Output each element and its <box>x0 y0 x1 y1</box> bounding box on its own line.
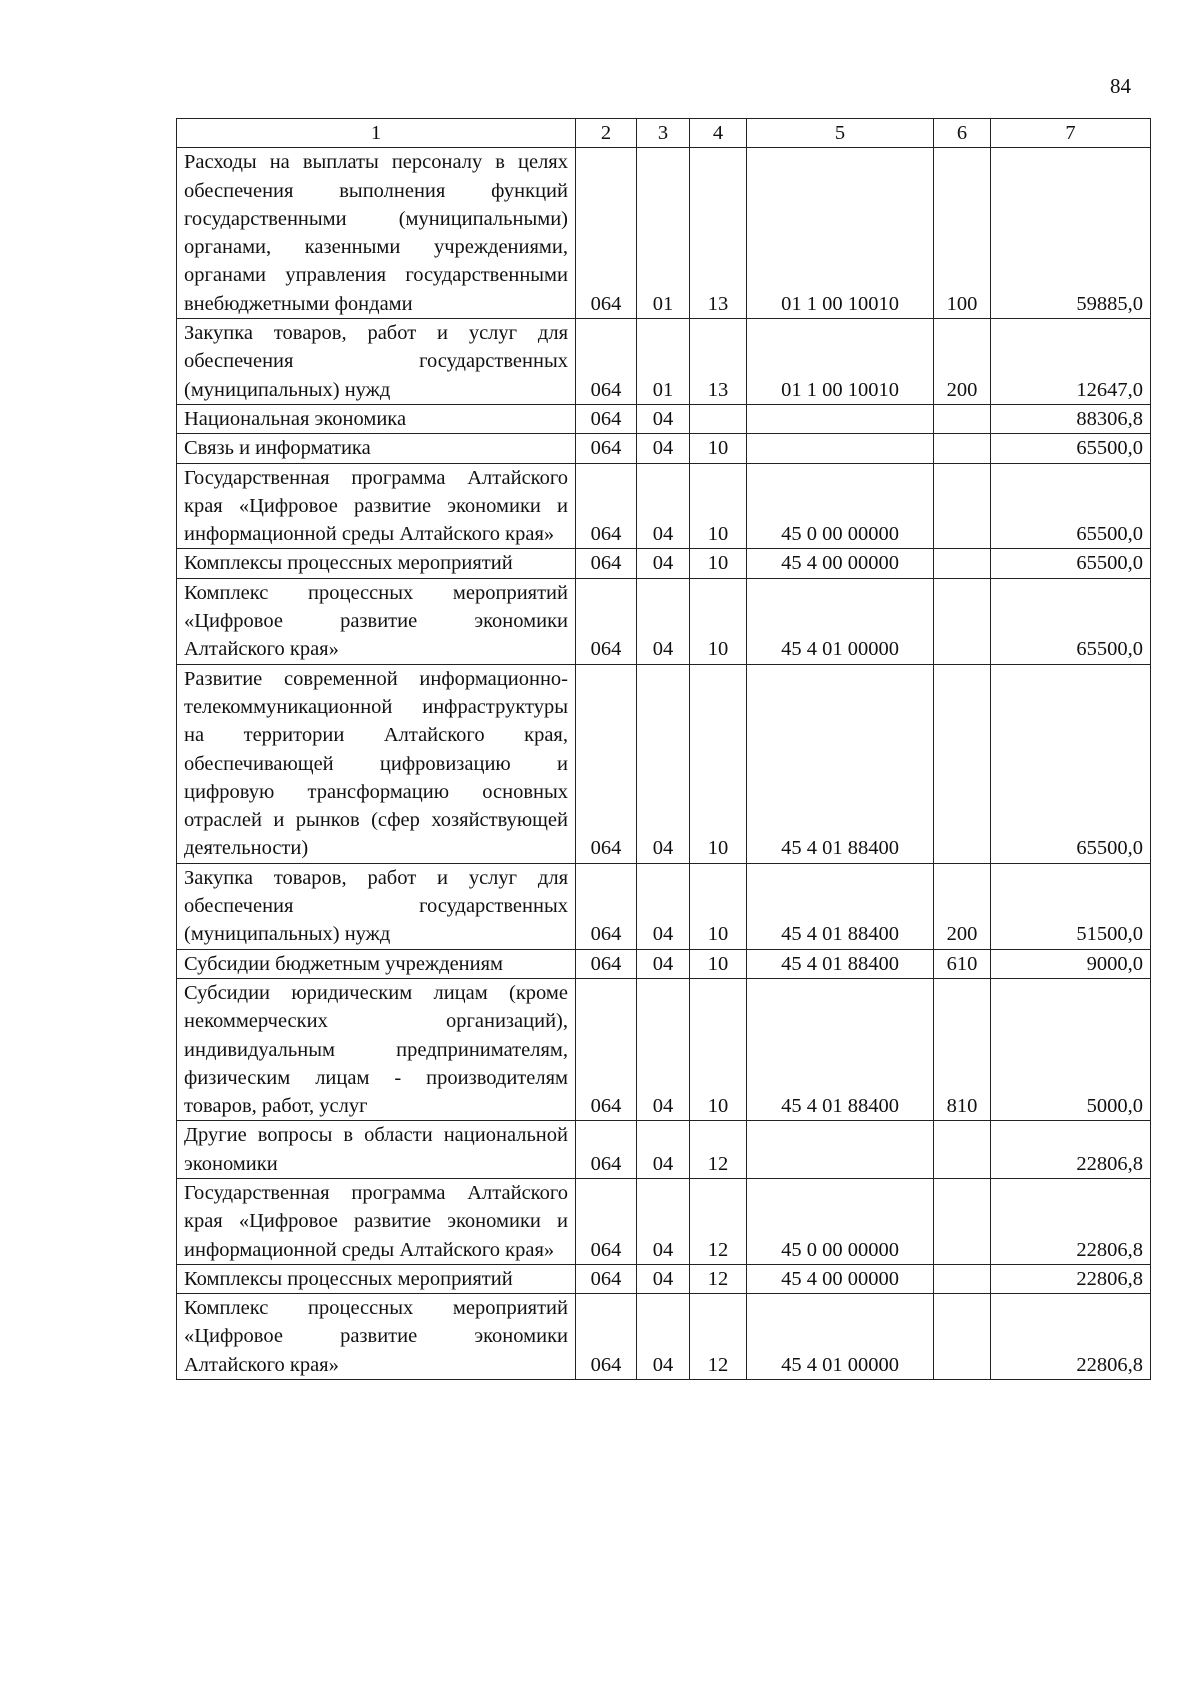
section-code-cell: 04 <box>637 949 690 978</box>
department-code-cell: 064 <box>576 148 637 319</box>
header-cell: 3 <box>637 119 690 148</box>
table-row <box>177 549 1151 578</box>
amount-cell: 22806,8 <box>991 1294 1151 1380</box>
expense-name-cell: Национальная экономика <box>177 404 576 433</box>
expense-name-cell: Комплексы процессных мероприятий <box>177 1264 576 1293</box>
expense-name-cell: Связь и информатика <box>177 434 576 463</box>
expense-name-cell: Государственная программа Алтайского края «Цифровое развитие экономики и информационной среды Алтайского края» <box>177 463 576 549</box>
subsection-code-cell: 10 <box>690 434 747 463</box>
amount-cell: 65500,0 <box>991 664 1151 863</box>
expense-name-cell: Другие вопросы в области национальной экономики <box>177 1121 576 1179</box>
expense-type-cell <box>934 578 991 664</box>
table-row <box>177 664 1151 863</box>
section-code-cell: 04 <box>637 978 690 1120</box>
section-code-cell: 04 <box>637 549 690 578</box>
amount-cell: 22806,8 <box>991 1121 1151 1179</box>
expense-name-cell: Комплексы процессных мероприятий <box>177 549 576 578</box>
expense-type-cell: 810 <box>934 978 991 1120</box>
department-code-cell: 064 <box>576 404 637 433</box>
subsection-code-cell: 12 <box>690 1294 747 1380</box>
department-code-cell: 064 <box>576 434 637 463</box>
header-cell: 5 <box>747 119 934 148</box>
department-code-cell: 064 <box>576 549 637 578</box>
department-code-cell: 064 <box>576 978 637 1120</box>
section-code-cell: 04 <box>637 1294 690 1380</box>
section-code-cell: 04 <box>637 863 690 949</box>
expense-type-cell <box>934 1178 991 1264</box>
table-row <box>177 863 1151 949</box>
target-article-cell: 45 0 00 00000 <box>747 1178 934 1264</box>
amount-cell: 65500,0 <box>991 463 1151 549</box>
header-cell: 2 <box>576 119 637 148</box>
amount-cell: 65500,0 <box>991 549 1151 578</box>
amount-cell: 65500,0 <box>991 578 1151 664</box>
expense-name-cell: Расходы на выплаты персоналу в целях обеспечения выполнения функций государственными (муниципальными) органами, казенными учреждениями, органами управления государственными внебюджетными фондами <box>177 148 576 319</box>
table-row <box>177 319 1151 405</box>
subsection-code-cell: 10 <box>690 463 747 549</box>
amount-cell: 59885,0 <box>991 148 1151 319</box>
department-code-cell: 064 <box>576 1121 637 1179</box>
table-row <box>177 434 1151 463</box>
table-row <box>177 1178 1151 1264</box>
expense-type-cell <box>934 549 991 578</box>
target-article-cell: 01 1 00 10010 <box>747 319 934 405</box>
target-article-cell: 45 4 01 88400 <box>747 863 934 949</box>
header-cell: 1 <box>177 119 576 148</box>
subsection-code-cell: 13 <box>690 319 747 405</box>
section-code-cell: 04 <box>637 578 690 664</box>
department-code-cell: 064 <box>576 1264 637 1293</box>
table-row <box>177 978 1151 1120</box>
table-row <box>177 148 1151 319</box>
expense-type-cell: 200 <box>934 319 991 405</box>
section-code-cell: 04 <box>637 1121 690 1179</box>
expense-name-cell: Закупка товаров, работ и услуг для обеспечения государственных (муниципальных) нужд <box>177 863 576 949</box>
subsection-code-cell: 10 <box>690 549 747 578</box>
budget-table <box>176 118 1151 1380</box>
subsection-code-cell <box>690 404 747 433</box>
header-cell: 7 <box>991 119 1151 148</box>
expense-type-cell <box>934 404 991 433</box>
expense-type-cell <box>934 1294 991 1380</box>
expense-type-cell <box>934 434 991 463</box>
table-row <box>177 1264 1151 1293</box>
target-article-cell: 45 4 01 88400 <box>747 664 934 863</box>
target-article-cell <box>747 404 934 433</box>
expense-type-cell <box>934 463 991 549</box>
target-article-cell: 01 1 00 10010 <box>747 148 934 319</box>
expense-name-cell: Закупка товаров, работ и услуг для обеспечения государственных (муниципальных) нужд <box>177 319 576 405</box>
department-code-cell: 064 <box>576 949 637 978</box>
expense-type-cell <box>934 664 991 863</box>
table-row <box>177 1121 1151 1179</box>
amount-cell: 9000,0 <box>991 949 1151 978</box>
amount-cell: 51500,0 <box>991 863 1151 949</box>
table-row <box>177 1294 1151 1380</box>
target-article-cell: 45 4 01 00000 <box>747 578 934 664</box>
expense-name-cell: Комплекс процессных мероприятий «Цифровое развитие экономики Алтайского края» <box>177 578 576 664</box>
department-code-cell: 064 <box>576 1294 637 1380</box>
target-article-cell <box>747 1121 934 1179</box>
header-cell: 4 <box>690 119 747 148</box>
target-article-cell: 45 0 00 00000 <box>747 463 934 549</box>
target-article-cell: 45 4 01 88400 <box>747 949 934 978</box>
subsection-code-cell: 12 <box>690 1121 747 1179</box>
expense-type-cell: 610 <box>934 949 991 978</box>
section-code-cell: 01 <box>637 319 690 405</box>
amount-cell: 12647,0 <box>991 319 1151 405</box>
department-code-cell: 064 <box>576 1178 637 1264</box>
department-code-cell: 064 <box>576 578 637 664</box>
section-code-cell: 04 <box>637 463 690 549</box>
amount-cell: 22806,8 <box>991 1178 1151 1264</box>
expense-name-cell: Комплекс процессных мероприятий «Цифровое развитие экономики Алтайского края» <box>177 1294 576 1380</box>
amount-cell: 5000,0 <box>991 978 1151 1120</box>
expense-name-cell: Субсидии бюджетным учреждениям <box>177 949 576 978</box>
expense-type-cell <box>934 1264 991 1293</box>
expense-type-cell <box>934 1121 991 1179</box>
amount-cell: 88306,8 <box>991 404 1151 433</box>
header-cell: 6 <box>934 119 991 148</box>
table-row <box>177 949 1151 978</box>
target-article-cell: 45 4 01 00000 <box>747 1294 934 1380</box>
section-code-cell: 01 <box>637 148 690 319</box>
subsection-code-cell: 10 <box>690 949 747 978</box>
amount-cell: 22806,8 <box>991 1264 1151 1293</box>
subsection-code-cell: 10 <box>690 664 747 863</box>
department-code-cell: 064 <box>576 664 637 863</box>
expense-name-cell: Субсидии юридическим лицам (кроме некоммерческих организаций), индивидуальным предпринимателям, физическим лицам - производителям товаров, работ, услуг <box>177 978 576 1120</box>
section-code-cell: 04 <box>637 404 690 433</box>
table-row <box>177 463 1151 549</box>
subsection-code-cell: 13 <box>690 148 747 319</box>
expense-type-cell: 200 <box>934 863 991 949</box>
subsection-code-cell: 12 <box>690 1264 747 1293</box>
section-code-cell: 04 <box>637 434 690 463</box>
amount-cell: 65500,0 <box>991 434 1151 463</box>
expense-name-cell: Развитие современной информационно-телекоммуникационной инфраструктуры на территории Алтайского края, обеспечивающей цифровизацию и цифровую трансформацию основных отраслей и рынков (сфер хозяйствующей деятельности) <box>177 664 576 863</box>
table-row <box>177 578 1151 664</box>
department-code-cell: 064 <box>576 319 637 405</box>
target-article-cell: 45 4 00 00000 <box>747 1264 934 1293</box>
department-code-cell: 064 <box>576 463 637 549</box>
page-number: 84 <box>1110 74 1131 98</box>
target-article-cell: 45 4 00 00000 <box>747 549 934 578</box>
subsection-code-cell: 10 <box>690 978 747 1120</box>
target-article-cell <box>747 434 934 463</box>
subsection-code-cell: 12 <box>690 1178 747 1264</box>
table-header-row <box>177 119 1151 148</box>
table-row <box>177 404 1151 433</box>
subsection-code-cell: 10 <box>690 578 747 664</box>
section-code-cell: 04 <box>637 664 690 863</box>
subsection-code-cell: 10 <box>690 863 747 949</box>
expense-name-cell: Государственная программа Алтайского края «Цифровое развитие экономики и информационной среды Алтайского края» <box>177 1178 576 1264</box>
department-code-cell: 064 <box>576 863 637 949</box>
section-code-cell: 04 <box>637 1178 690 1264</box>
section-code-cell: 04 <box>637 1264 690 1293</box>
expense-type-cell: 100 <box>934 148 991 319</box>
target-article-cell: 45 4 01 88400 <box>747 978 934 1120</box>
